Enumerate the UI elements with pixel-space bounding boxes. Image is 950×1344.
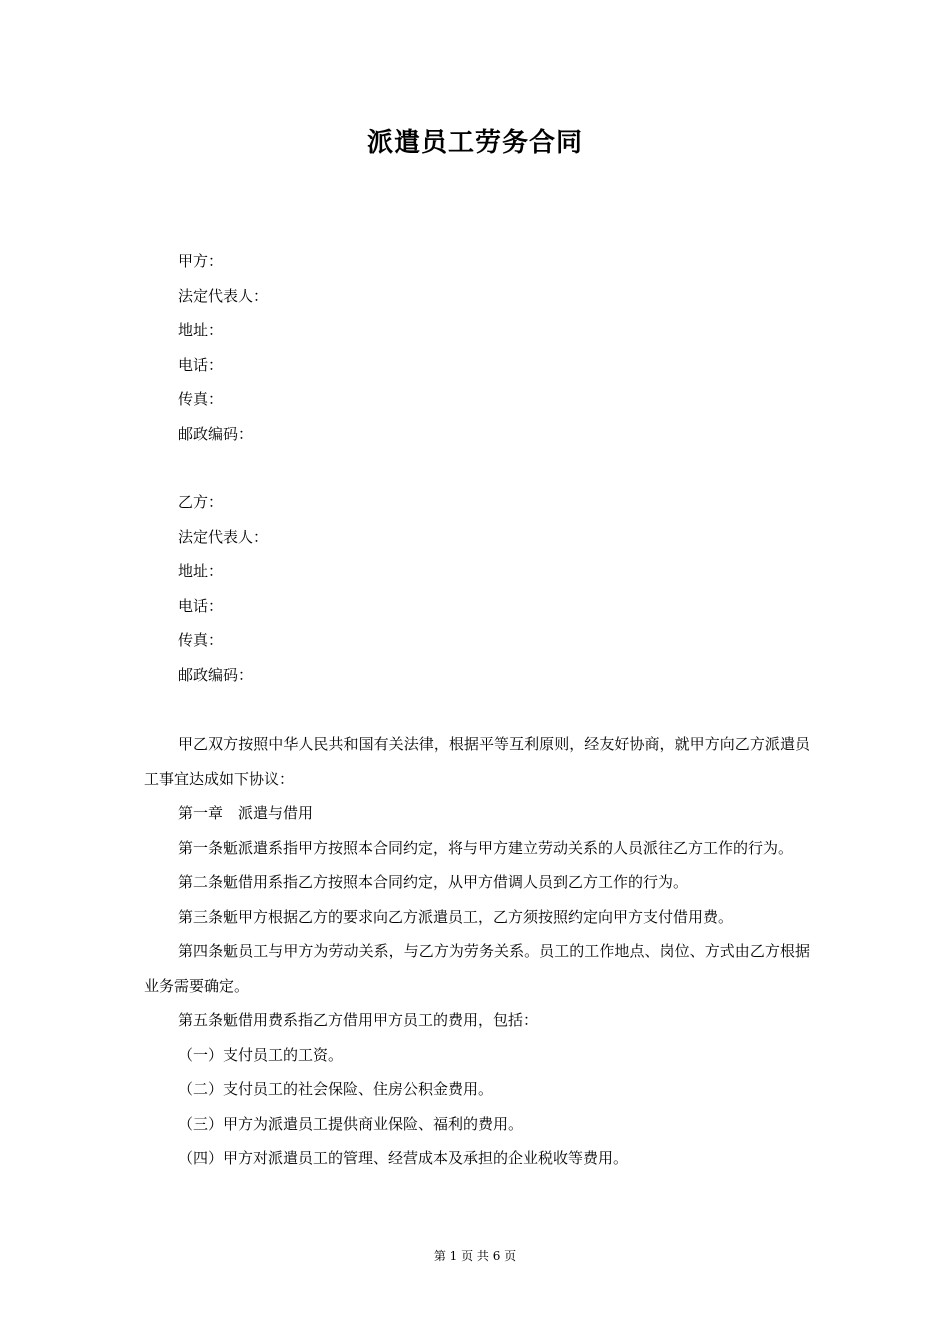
- party-a-phone-label: 电话：: [178, 355, 224, 374]
- article-paragraph: 第一条鬿派遣系指甲方按照本合同约定，将与甲方建立劳动关系的人员派往乙方工作的行为。: [178, 838, 794, 857]
- party-a-address-label: 地址：: [178, 321, 224, 339]
- list-item: （一）支付员工的工资。: [178, 1045, 344, 1064]
- party-a-fax-label: 传真：: [178, 390, 224, 408]
- party-a-section: [178, 244, 778, 451]
- list-item: （二）支付员工的社会保险、住房公积金费用。: [178, 1080, 494, 1098]
- article-paragraph: 第五条鬿借用费系指乙方借用甲方员工的费用，包括：: [178, 1011, 539, 1029]
- intro-paragraph: 甲乙双方按照中华人民共和国有关法律，根据平等互利原则，经友好协商，就甲方向乙方派遣员工事宜达成如下协议：: [144, 735, 810, 788]
- article-paragraph: 第四条鬿员工与甲方为劳动关系，与乙方为劳务关系。员工的工作地点、岗位、方式由乙方根据业务需要确定。: [144, 942, 810, 995]
- contract-body: [144, 727, 810, 1176]
- party-b-name-label: 乙方：: [178, 493, 224, 511]
- list-item: （三）甲方为派遣员工提供商业保险、福利的费用。: [178, 1114, 524, 1133]
- party-b-fax-label: 传真：: [178, 631, 224, 649]
- article-paragraph: 第三条鬿甲方根据乙方的要求向乙方派遣员工，乙方须按照约定向甲方支付借用费。: [178, 907, 734, 926]
- party-b-address-label: 地址：: [178, 562, 224, 580]
- document-title: 派遣员工劳务合同: [366, 128, 583, 158]
- article-paragraph: 第二条鬿借用系指乙方按照本合同约定，从甲方借调人员到乙方工作的行为。: [178, 873, 689, 891]
- party-a-name-label: 甲方：: [178, 252, 224, 270]
- page-footer: 第 1 页 共 6 页: [433, 1249, 517, 1263]
- party-b-phone-label: 电话：: [178, 596, 224, 615]
- list-item: （四）甲方对派遣员工的管理、经营成本及承担的企业税收等费用。: [178, 1149, 629, 1167]
- party-b-rep-label: 法定代表人：: [178, 527, 269, 546]
- party-b-section: [178, 485, 778, 692]
- party-a-rep-label: 法定代表人：: [178, 286, 269, 305]
- party-b-postcode-label: 邮政编码：: [178, 665, 254, 684]
- chapter-heading: 第一章 派遣与借用: [178, 804, 314, 822]
- party-a-postcode-label: 邮政编码：: [178, 424, 254, 443]
